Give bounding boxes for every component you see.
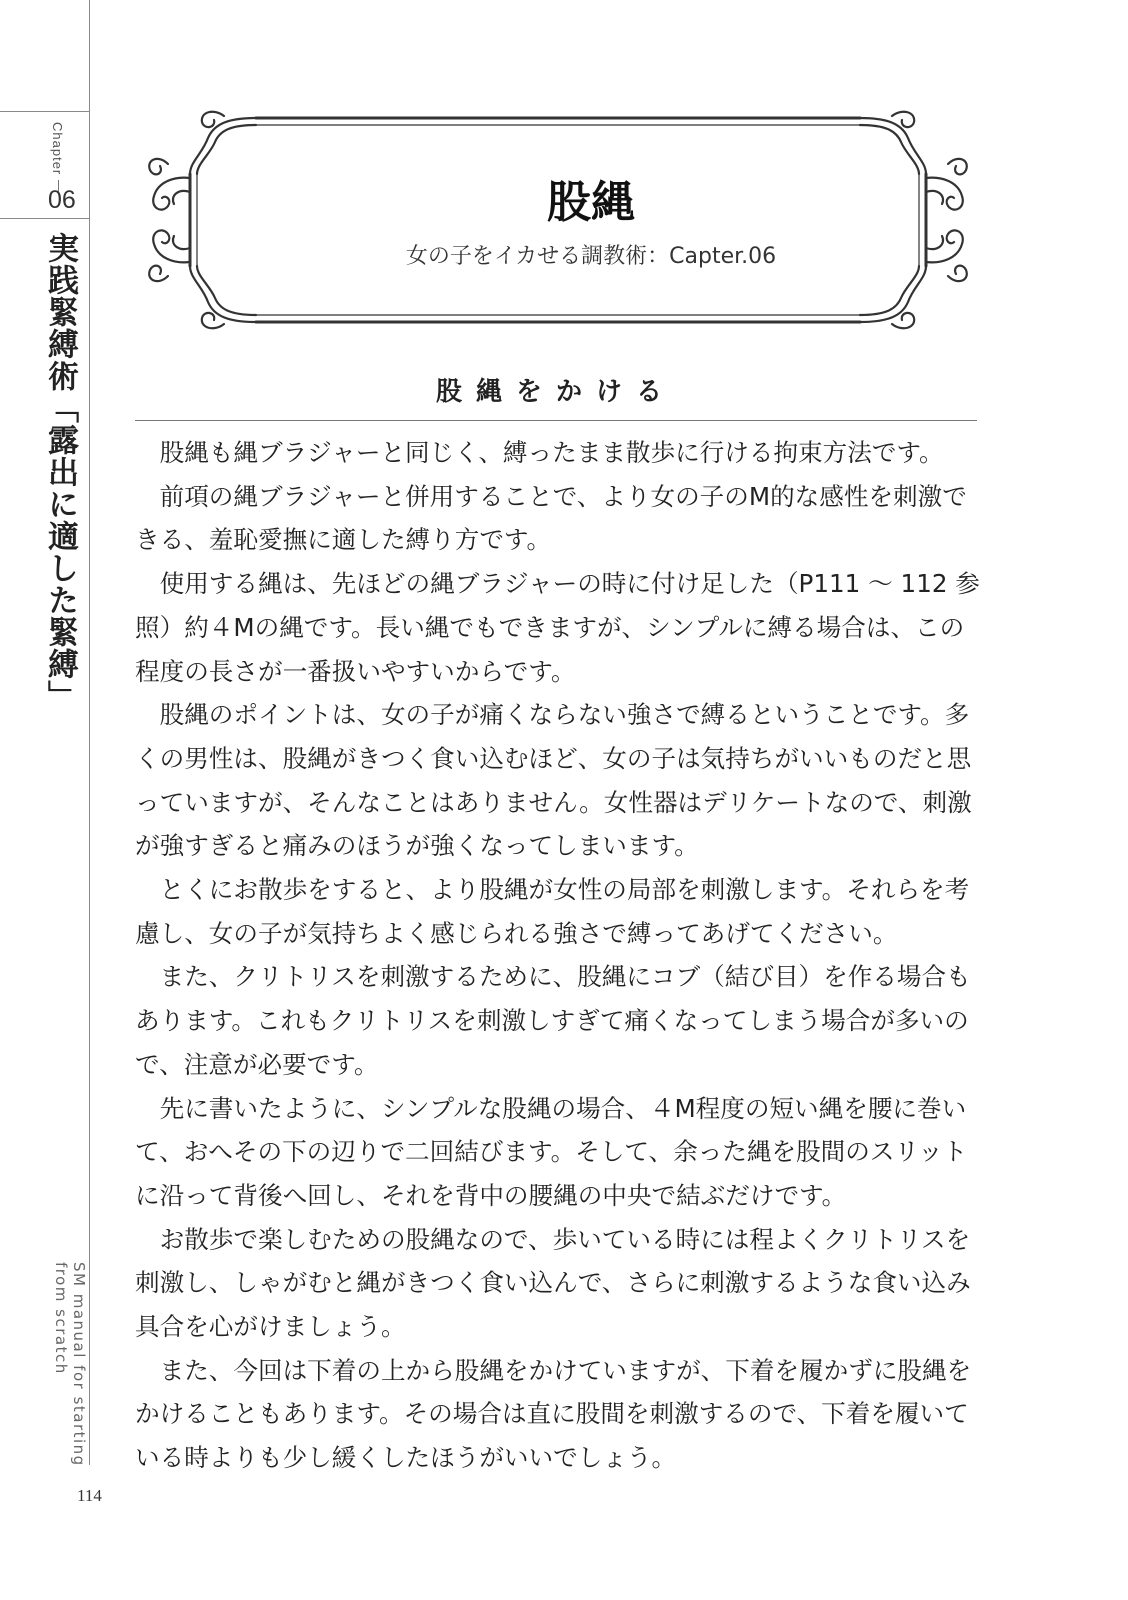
paragraph: また、クリトリスを刺激するために、股縄にコブ（結び目）を作る場合もあります。これもクリトリスを刺激しすぎて痛くなってしまう場合が多いので、注意が必要です。 <box>135 962 971 1079</box>
section-heading: 股縄をかける <box>435 377 676 407</box>
paragraph: とくにお散歩をすると、より股縄が女性の局部を刺激します。それらを考慮し、女の子が気持ちよく感じられる強さで縛ってあげてください。 <box>135 875 970 948</box>
paragraph: お散歩で楽しむための股縄なので、歩いている時には程よくクリトリスを刺激し、しゃがむと縄がきつく食い込んで、さらに刺激するような食い込み具合を心がけましょう。 <box>135 1224 971 1342</box>
page-title: 股縄 <box>547 177 635 228</box>
paragraph: 前項の縄ブラジャーと併用することで、より女の子のM的な感性を刺激できる、羞恥愛撫に適した縛り方です。 <box>135 481 967 555</box>
book-tagline-line1: SM manual for starting <box>70 1262 88 1467</box>
paragraph: 股縄のポイントは、女の子が痛くならない強さで縛るということです。多くの男性は、股縄がきつく食い込むほど、女の子は気持ちがいいものだと思っていますが、そんなことはありません。女性器はデリケートなので、刺激が強すぎると痛みのほうが強くなってしまいます。 <box>135 700 972 861</box>
page-number: 114 <box>77 1486 102 1505</box>
chapter-title: 実践緊縛術「露出に適した緊縛」 <box>42 232 78 712</box>
paragraph: また、今回は下着の上から股縄をかけていますが、下着を履かずに股縄をかけることもあります。その場合は直に股間を刺激するので、下着を履いている時よりも少し緩くしたほうがいいでしょう。 <box>135 1355 972 1473</box>
paragraph: 股縄も縄ブラジャーと同じく、縛ったまま散歩に行ける拘束方法です。 <box>159 438 944 467</box>
book-tagline-line2: from scratch <box>52 1262 70 1375</box>
book-tagline <box>52 1262 88 1467</box>
paragraph: 使用する縄は、先ほどの縄ブラジャーの時に付け足した（P111 ～ 112 参照）約４Mの縄です。長い縄でもできますが、シンプルに縛る場合は、この程度の長さが一番扱いやすいからです。 <box>135 569 980 686</box>
chapter-label: Chapter <box>50 122 65 176</box>
page-subtitle: 女の子をイカせる調教術：Capter.06 <box>405 244 777 269</box>
chapter-number: 06 <box>48 186 76 214</box>
article-body <box>135 431 980 1480</box>
paragraph: 先に書いたように、シンプルな股縄の場合、４M程度の短い縄を腰に巻いて、おへその下の辺りで二回結びます。そして、余った縄を股間のスリットに沿って背後へ回し、それを背中の腰縄の中央で結ぶだけです。 <box>135 1093 968 1210</box>
section-divider <box>135 420 977 421</box>
